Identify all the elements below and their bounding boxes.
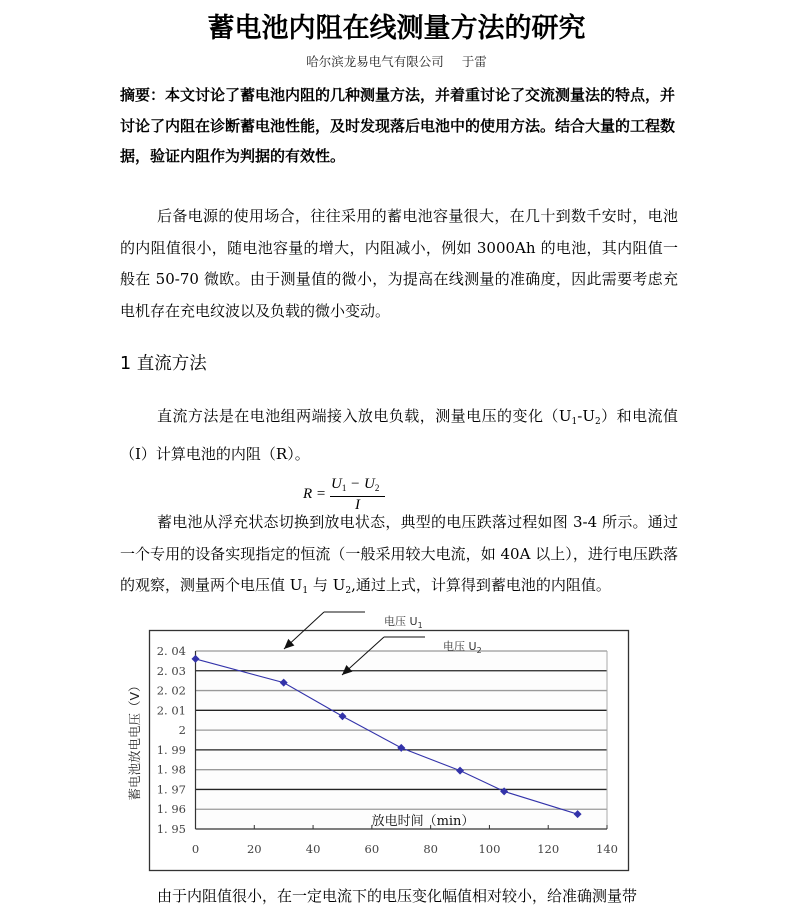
annotation-u1-label: 电压 $U_1$ bbox=[384, 615, 423, 630]
y-tick-label: 2 bbox=[178, 723, 186, 738]
subscript: 2 bbox=[345, 586, 352, 596]
annotation-u2-label: 电压 $U_2$ bbox=[443, 640, 482, 655]
paragraph-continued: 由于内阻值很小，在一定电流下的电压变化幅值相对较小，给准确测量带 bbox=[157, 887, 638, 905]
y-tick-label: 1. 95 bbox=[156, 822, 186, 836]
subscript: 2 bbox=[594, 417, 601, 427]
text-run: -U bbox=[577, 407, 595, 425]
formula-numerator bbox=[331, 476, 379, 493]
subscript: 1 bbox=[302, 586, 309, 596]
y-axis-label: 蓄电池放电电压（V） bbox=[127, 679, 142, 801]
formula-term: − U bbox=[346, 476, 375, 492]
x-tick-label: 100 bbox=[478, 842, 501, 856]
y-tick-label: 1. 99 bbox=[156, 742, 186, 757]
formula-lhs: R = bbox=[303, 486, 327, 502]
abstract: 摘要：本文讨论了蓄电池内阻的几种测量方法，并着重讨论了交流测量法的特点，并讨论了内阻在诊断蓄电池性能，及时发现落后电池中的使用方法。结合大量的工程数据，验证内阻作为判据的有效性。 bbox=[120, 86, 676, 165]
y-tick-label: 1. 98 bbox=[156, 762, 186, 777]
paragraph-voltage-drop bbox=[120, 507, 678, 608]
formula-term: U bbox=[331, 476, 342, 492]
discharge-voltage-chart bbox=[0, 600, 793, 880]
paragraph-intro: 后备电源的使用场合，往往采用的蓄电池容量很大，在几十到数千安时，电池的内阻值很小，随电池容量的增大，内阻减小，例如 3000Ah 的电池，其内阻值一般在 50-70 微欧。由于测量值的微小，为提高在线测量的准确度，因此需要考虑充电机存在充电纹波以及负载的微小变动。 bbox=[120, 207, 678, 320]
subscript: 2 bbox=[374, 483, 380, 493]
author-organization: 哈尔滨龙易电气有限公司 bbox=[306, 54, 444, 69]
text-run: 与 U bbox=[308, 576, 346, 594]
subscript: 2 bbox=[476, 646, 482, 655]
y-tick-label: 2. 01 bbox=[156, 703, 186, 718]
plot-area bbox=[196, 651, 608, 829]
subscript: 1 bbox=[417, 621, 423, 630]
x-tick-label: 40 bbox=[305, 842, 321, 856]
text-run: ）和电流值（I）计算电池的内阻（R）。 bbox=[120, 407, 678, 463]
chart-svg bbox=[0, 600, 793, 880]
y-tick-label: 2. 04 bbox=[156, 644, 186, 658]
x-tick-label: 20 bbox=[246, 842, 262, 856]
section-heading-dc-method: 1 直流方法 bbox=[120, 354, 207, 374]
x-tick-label: 80 bbox=[423, 842, 438, 856]
subscript: 1 bbox=[571, 417, 578, 427]
x-tick-label: 60 bbox=[364, 842, 380, 856]
y-tick-label: 1. 96 bbox=[156, 802, 186, 817]
text-run: ,通过上式，计算得到蓄电池的内阻值。 bbox=[351, 576, 611, 594]
author-name: 于雷 bbox=[461, 54, 487, 69]
text-run: 蓄电池从浮充状态切换到放电状态，典型的电压跌落过程如图 3-4 所示。通过一个专用的设备实现指定的恒流（一般采用较大电流，如 40A 以上），进行电压跌落的观察，测量两个电压值 U bbox=[120, 513, 678, 594]
x-axis-label: 放电时间（min） bbox=[371, 814, 475, 829]
text-run: 直流方法是在电池组两端接入放电负载，测量电压的变化（U bbox=[157, 407, 572, 425]
y-tick-label: 2. 03 bbox=[156, 663, 186, 678]
x-tick-label: 0 bbox=[191, 842, 200, 856]
x-tick-label: 140 bbox=[596, 842, 618, 856]
author-line bbox=[0, 52, 793, 70]
x-tick-label: 120 bbox=[537, 842, 560, 856]
formula-denominator: I bbox=[355, 497, 360, 513]
y-tick-label: 1. 97 bbox=[156, 782, 186, 797]
y-tick-label: 2. 02 bbox=[156, 683, 186, 698]
paragraph-dc-method bbox=[120, 401, 678, 470]
paper-title: 蓄电池内阻在线测量方法的研究 bbox=[207, 13, 586, 44]
subscript: 1 bbox=[341, 483, 347, 493]
